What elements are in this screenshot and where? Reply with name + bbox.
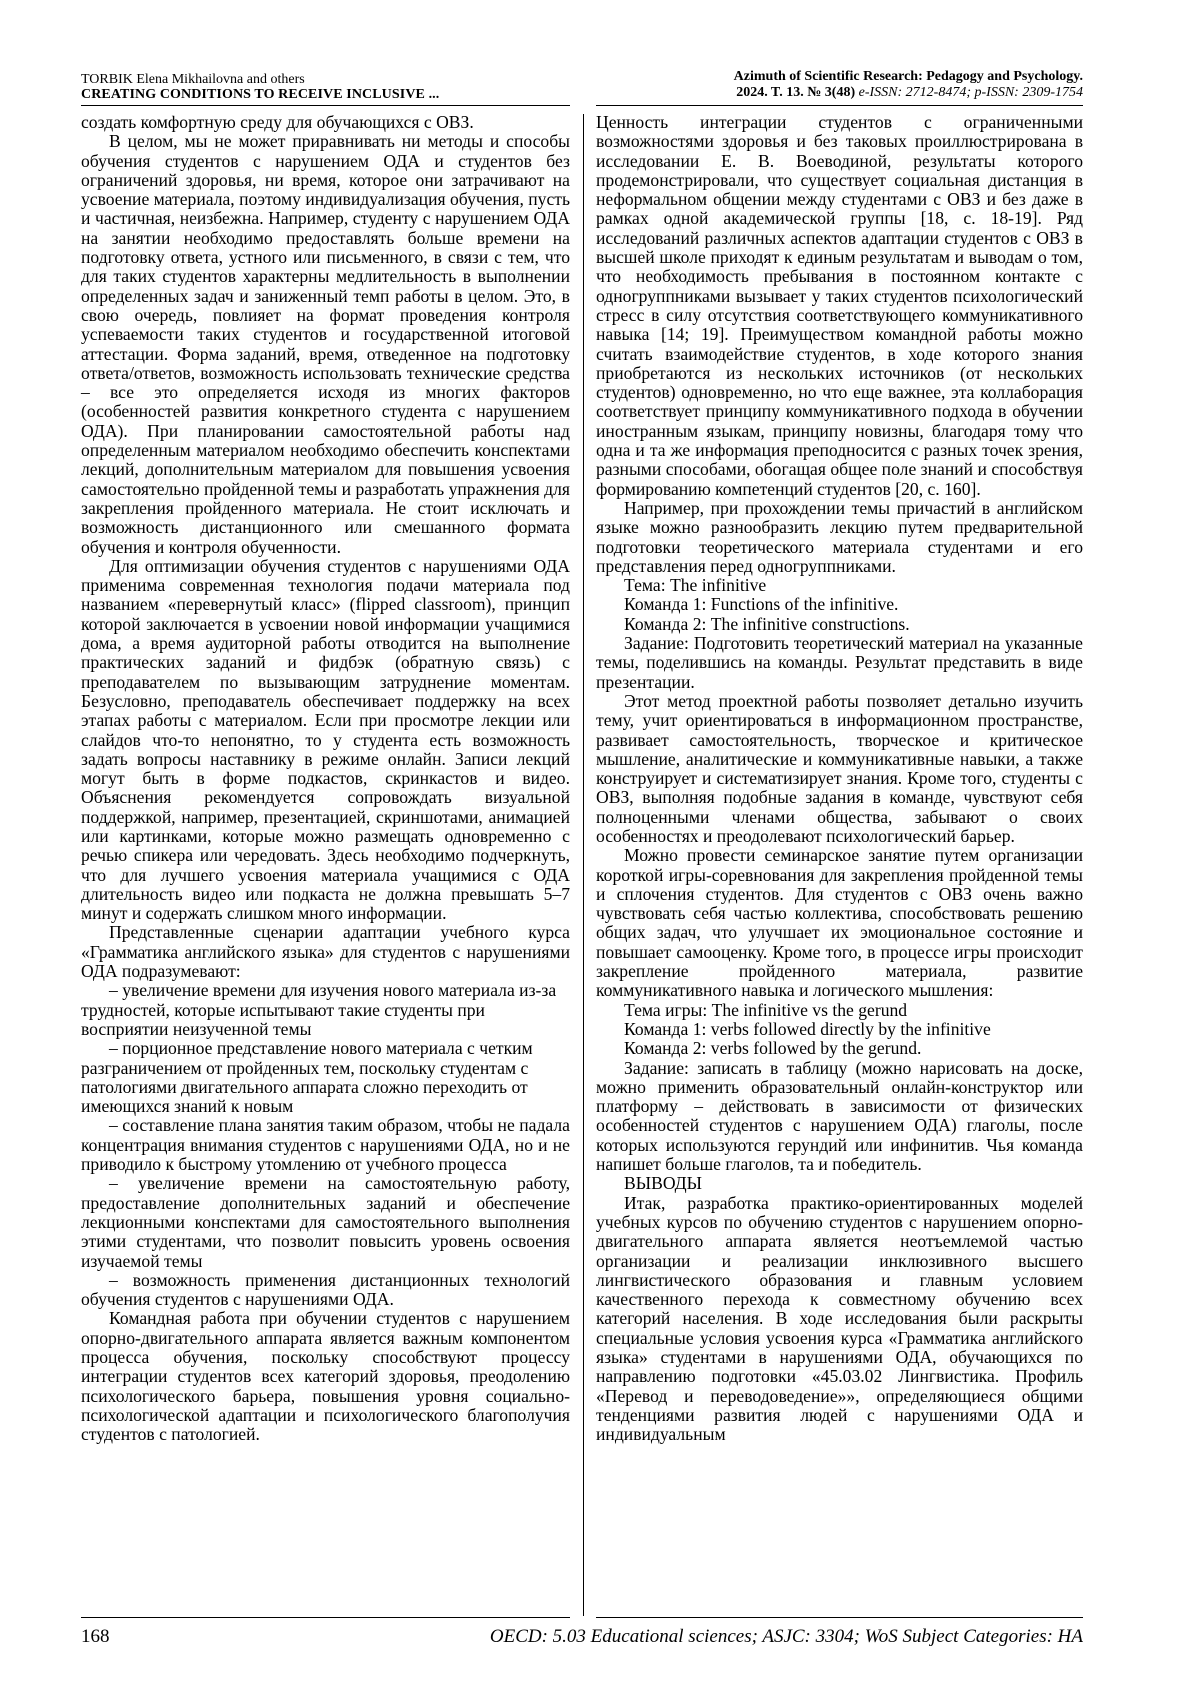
paragraph: Команда 2: The infinitive constructions.	[624, 613, 910, 634]
subject-classification: OECD: 5.03 Educational sciences; ASJC: 3304; WoS Subject Categories: HA	[489, 1626, 1083, 1647]
right-column	[596, 113, 1083, 1444]
header-rule-left	[81, 105, 570, 106]
footer-rule-left	[81, 1617, 570, 1618]
paragraph: – порционное представление нового материала с четким разграничением от пройденных тем, поскольку студентам с патологиями двигательного аппарата сложно переходить от имеющихся знаний к новым	[81, 1038, 533, 1117]
paragraph: Команда 2: verbs followed by the gerund.	[624, 1038, 922, 1059]
header-issue-line	[523, 85, 1083, 101]
paragraph: Например, при прохождении темы причастий в английском языке можно разнообразить лекцию путем предварительной подготовки теоретического материала студентами и его представления перед одногруппниками.	[596, 497, 1083, 576]
paragraph: Для оптимизации обучения студентов с нарушениями ОДА применима современная технология подачи материала под названием «перевернутый класс» (flipped classroom), принцип которой заключается в усвоении новой информации учащимися дома, а время аудиторной работы отводится на выполнение практических заданий и фидбэк (обратную связь) с преподавателем по вызывающим затруднение моментам. Безусловно, преподаватель обеспечивает поддержку на всех этапах работы с материалом. Если при просмотре лекции или слайдов что-то непонятно, то у студента есть возможность задать вопросы наставнику в режиме онлайн. Записи лекций могут быть в форме подкастов, скринкастов и видео. Объяснения рекомендуется сопровождать визуальной поддержкой, например, презентацией, скриншотами, анимацией или картинками, которые можно размещать одновременно с речью спикера или чередовать. Здесь необходимо подчеркнуть, что для лучшего усвоения материала учащимися с ОДА длительность видео или подкаста не должна превышать 5–7 минут и содержать слишком много информации.	[81, 555, 570, 924]
header-rule-right	[596, 105, 1083, 106]
paragraph: Задание: записать в таблицу (можно нарисовать на доске, можно применить образовательный онлайн-конструктор или платформу – действовать в зависимости от физических особенностей студентов с нарушением ОДА) глаголы, после которых используются герундий или инфинитив. Чья команда напишет больше глаголов, та и победитель.	[596, 1057, 1083, 1175]
paragraph: Команда 1: verbs followed directly by the infinitive	[624, 1018, 991, 1039]
page-number: 168	[81, 1626, 110, 1647]
paragraph: Этот метод проектной работы позволяет детально изучить тему, учит ориентироваться в информационном пространстве, развивает самостоятельность, творческое и критическое мышление, аналитические и коммуникативные навыки, а также конструирует и систематизирует знания. Кроме того, студенты с ОВЗ, выполняя подобные задания в команде, чувствуют себя полноценными членами общества, забывают о своих особенностях и преодолевают психологический барьер.	[596, 690, 1083, 846]
paragraph: Представленные сценарии адаптации учебного курса «Грамматика английского языка» для студентов с нарушениями ОДА подразумевают:	[81, 922, 570, 982]
running-header-right	[523, 69, 1083, 101]
header-journal: Azimuth of Scientific Research: Pedagogy and Psychology.	[733, 69, 1083, 84]
paragraph: – составление плана занятия таким образом, чтобы не падала концентрация внимания студентов с нарушениями ОДА, но и не приводило к быстрому утомлению от учебного процесса	[81, 1115, 570, 1175]
header-issue: 2024. T. 13. № 3(48)	[736, 85, 856, 100]
paragraph: ВЫВОДЫ	[624, 1173, 702, 1194]
column-separator	[583, 114, 584, 1616]
paragraph: В целом, мы не может приравнивать ни методы и способы обучения студентов с нарушением ОДА и студентов без ограничений здоровья, ни время, которое они затрачивают на усвоение материала, поэтому индивидуализация обучения, пусть и частичная, неизбежна. Например, студенту с нарушением ОДА на занятии необходимо предоставлять больше времени на подготовку ответа, устного или письменного, в связи с тем, что для таких студентов характерны медлительность в выполнении определенных задач и заниженный темп работы в целом. Это, в свою очередь, повлияет на формат проведения контроля успеваемости таких студентов и государственной итоговой аттестации. Форма заданий, время, отведенное на подготовку ответа/ответов, возможность использовать технические средства – все это определяется исходя из многих факторов (особенностей развития конкретного студента с нарушением ОДА). При планировании самостоятельной работы над определенным материалом необходимо обеспечить конспектами лекций, дополнительным материалом для повышения усвоения самостоятельно пройденной темы и разработать упражнения для закрепления пройденного материала. Не стоит исключать и возможность дистанционного или смешанного формата обучения и контроля обученности.	[81, 131, 570, 557]
header-author: TORBIK Elena Mikhailovna and others	[81, 72, 305, 87]
paragraph: Можно провести семинарское занятие путем организации короткой игры-соревнования для закрепления пройденной темы и сплочения студентов. Для студентов с ОВЗ очень важно чувствовать себя частью коллектива, способствовать решению общих задач, что улучшает их эмоциональное состояние и повышает самооценку. Кроме того, в процессе игры происходит закрепление пройденного материала, развитие коммуникативного навыка и логического мышления:	[596, 845, 1083, 1001]
paragraph: – увеличение времени для изучения нового материала из-за трудностей, которые испытывают такие студенты при восприятии неизученной темы	[81, 980, 557, 1039]
paragraph: Команда 1: Functions of the infinitive.	[624, 594, 899, 615]
header-issn: e-ISSN: 2712-8474; p-ISSN: 2309-1754	[858, 85, 1083, 100]
left-column	[81, 113, 570, 1444]
paragraph: – возможность применения дистанционных технологий обучения студентов с нарушениями ОДА.	[81, 1269, 570, 1310]
paragraph: Задание: Подготовить теоретический материал на указанные темы, поделившись на команды. Результат представить в виде презентации.	[596, 633, 1083, 692]
paragraph: Тема: The infinitive	[624, 575, 767, 596]
paragraph: – увеличение времени на самостоятельную работу, предоставление дополнительных заданий и обеспечение лекционными конспектами для самостоятельного выполнения этими студентами, что позволит повысить уровень освоения изучаемой темы	[81, 1173, 570, 1271]
footer-rule-right	[596, 1617, 1083, 1618]
paragraph: Командная работа при обучении студентов с нарушением опорно-двигательного аппарата является важным компонентом процесса обучения, поскольку способствуют процессу интеграции студентов всех категорий здоровья, преодолению психологического барьера, повышения уровня социально-психологической адаптации и психологического благополучия студентов с патологией.	[81, 1308, 570, 1445]
paragraph: создать комфортную среду для обучающихся с ОВЗ.	[81, 112, 474, 132]
paragraph: Итак, разработка практико-ориентированных моделей учебных курсов по обучению студентов с нарушением опорно-двигательного аппарата является неотъемлемой частью организации и реализации инклюзивного высшего лингвистического образования и главным условием качественного перехода к совместному обучению всех категорий населения. В ходе исследования были раскрыты специальные условия усвоения курса «Грамматика английского языка» студентами в нарушениями ОДА, обучающихся по направлению подготовки «45.03.02 Лингвистика. Профиль «Перевод и переводоведение»», определяющиеся общими тенденциями развития людей с нарушениями ОДА и индивидуальным	[596, 1192, 1083, 1445]
header-short-title: CREATING CONDITIONS TO RECEIVE INCLUSIVE ...	[81, 87, 440, 102]
paragraph: Тема игры: The infinitive vs the gerund	[624, 999, 908, 1020]
paragraph: Ценность интеграции студентов с ограниченными возможностями здоровья и без таковых проиллюстрирована в исследовании Е. В. Воеводиной, результаты которого продемонстрировали, что существует социальная дистанция в неформальном общении между студентами с ОВЗ и без даже в рамках одной академической группы [18, с. 18-19]. Ряд исследований различных аспектов адаптации студентов с ОВЗ в высшей школе приходят к единым результатам и выводам о том, что необходимость пребывания в постоянном контакте с одногруппниками вызывает у таких студентов психологический стресс в силу отсутствия соответствующего коммуникативного навыка [14; 19]. Преимуществом командной работы можно считать взаимодействие студентов, в ходе которого знания приобретаются из нескольких источников (от нескольких студентов) одновременно, но что еще важнее, эта коллаборация соответствует принципу коммуникативного подхода в обучении иностранным языкам, принципу новизны, благодаря тому что одна и та же информация преподносится с разных точек зрения, разными способами, обогащая общее поле знаний и способствуя формированию компетенций студентов [20, с. 160].	[596, 112, 1083, 499]
